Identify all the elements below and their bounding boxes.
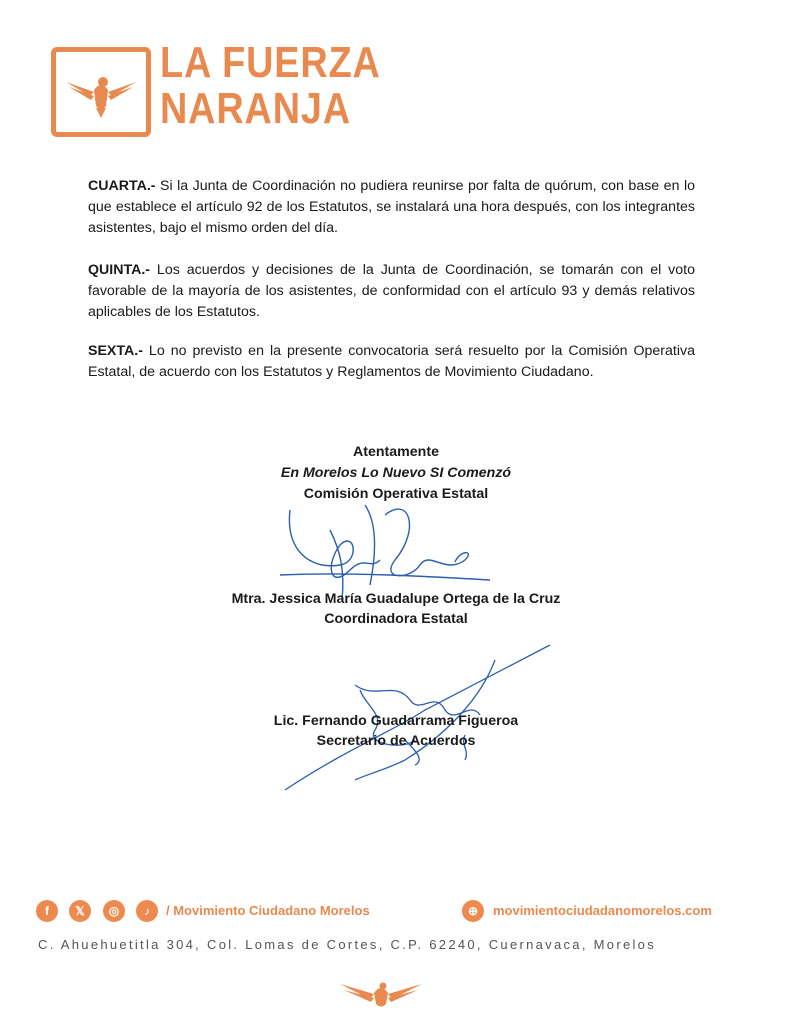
closing-body: Comisión Operativa Estatal bbox=[303, 486, 489, 502]
facebook-icon[interactable]: f bbox=[36, 900, 58, 922]
x-icon[interactable]: 𝕏 bbox=[69, 900, 91, 922]
globe-icon: ⊕ bbox=[462, 900, 484, 922]
clause-heading: CUARTA.- bbox=[88, 178, 156, 194]
clause-cuarta bbox=[88, 176, 695, 239]
clause-heading: QUINTA.- bbox=[88, 262, 150, 278]
signatory-1-name: Mtra. Jessica María Guadalupe Ortega de la Cruz bbox=[231, 591, 561, 607]
website-link[interactable]: movimientociudadanomorelos.com bbox=[493, 903, 712, 918]
postal-address: C. Ahuehuetitla 304, Col. Lomas de Cortes, C.P. 62240, Cuernavaca, Morelos bbox=[38, 937, 656, 952]
clause-text: Los acuerdos y decisiones de la Junta de Coordinación, se tomarán con el voto favorable de la mayoría de los asistentes, de conformidad con el artículo 93 y demás relativos aplicables de los Estatutos. bbox=[88, 262, 695, 320]
closing-motto: En Morelos Lo Nuevo SI Comenzó bbox=[280, 465, 512, 481]
brand-wordmark-line2: NARANJA bbox=[160, 84, 352, 133]
clause-text: Si la Junta de Coordinación no pudiera reunirse por falta de quórum, con base en lo que establece el artículo 92 de los Estatutos, se instalará una hora después, con los integrantes asistentes, bajo el mismo orden del día. bbox=[88, 178, 695, 236]
eagle-logo-icon bbox=[56, 52, 146, 132]
clause-heading: SEXTA.- bbox=[88, 343, 143, 359]
signatory-2-name: Lic. Fernando Guadarrama Figueroa bbox=[273, 713, 519, 729]
instagram-icon[interactable]: ◎ bbox=[103, 900, 125, 922]
clause-quinta bbox=[88, 260, 695, 323]
logo-emblem-box bbox=[51, 47, 151, 137]
closing-salutation: Atentamente bbox=[353, 444, 439, 460]
social-handle-link[interactable]: / Movimiento Ciudadano Morelos bbox=[166, 903, 370, 918]
brand-wordmark-line1: LA FUERZA bbox=[160, 38, 381, 87]
tiktok-icon[interactable]: ♪ bbox=[136, 900, 158, 922]
clause-sexta bbox=[88, 341, 695, 383]
brand-wordmark bbox=[160, 38, 381, 133]
eagle-footer-icon bbox=[338, 978, 424, 1012]
clause-text: Lo no previsto en la presente convocatoria será resuelto por la Comisión Operativa Estatal, de acuerdo con los Estatutos y Reglamentos de Movimiento Ciudadano. bbox=[88, 343, 695, 380]
signatory-1-role: Coordinadora Estatal bbox=[324, 611, 468, 627]
signatory-2-role: Secretario de Acuerdos bbox=[316, 733, 476, 749]
